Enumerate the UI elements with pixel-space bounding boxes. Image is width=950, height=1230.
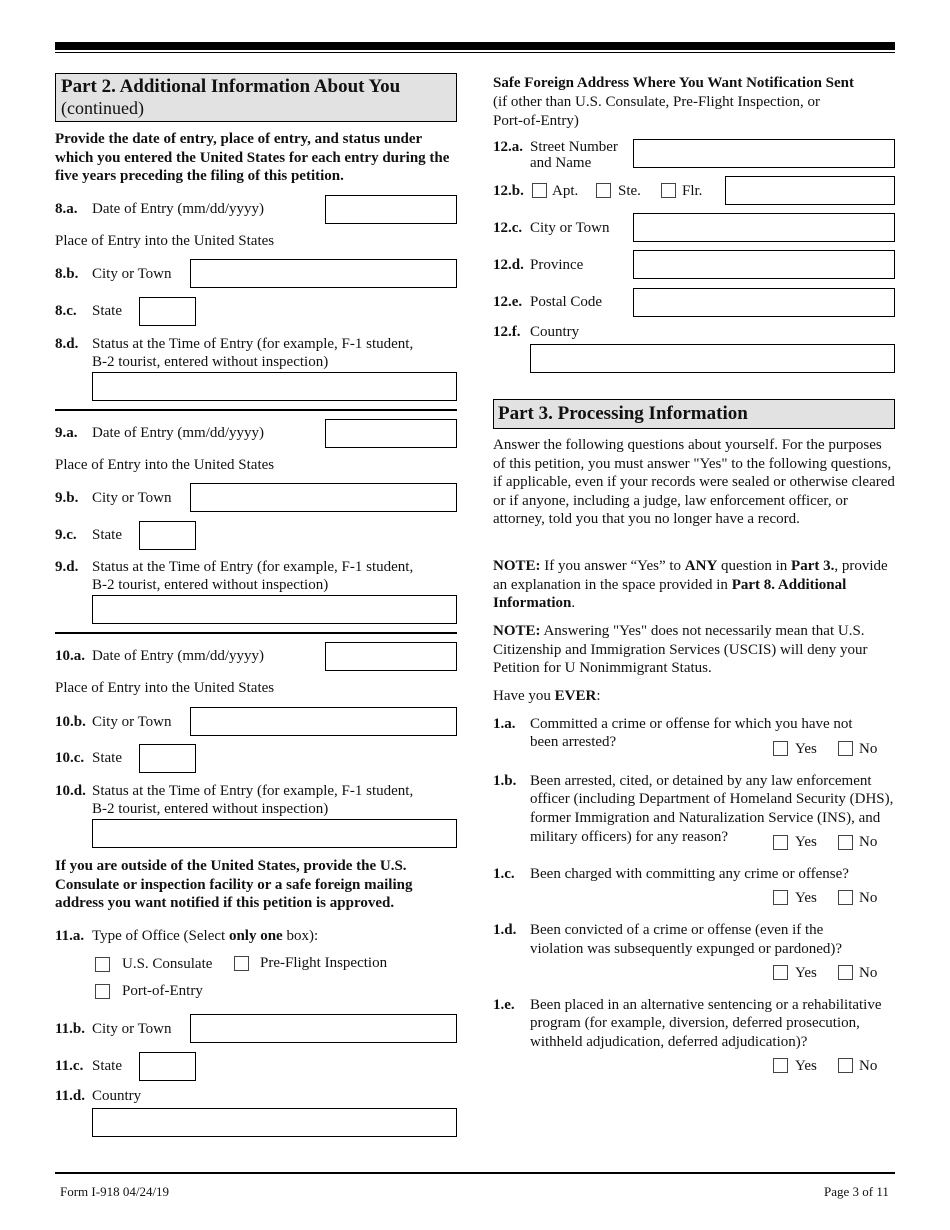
q10a-date-input[interactable] — [325, 642, 457, 671]
q9a-label: Date of Entry (mm/dd/yyyy) — [92, 425, 265, 441]
q10d-label-1: Status at the Time of Entry (for example, F-1 student, — [92, 783, 414, 799]
q8d-status-input[interactable] — [92, 372, 457, 401]
part2-title: Part 2. Additional Information About You — [61, 76, 401, 97]
safe-address-subtitle: (if other than U.S. Consulate, Pre-Flight Inspection, or Port-of-Entry) — [493, 94, 821, 129]
q8c-number: 8.c. — [55, 303, 77, 319]
q12e-label: Postal Code — [530, 294, 603, 310]
q10a-number: 10.a. — [55, 648, 85, 664]
part3-note-2: NOTE: Answering "Yes" does not necessarily mean that U.S. Citizenship and Immigration Services (USCIS) will deny your Petition for U Nonimmigrant Status. — [493, 623, 868, 676]
q11b-number: 11.b. — [55, 1021, 86, 1037]
q1b-line-3: former Immigration and Naturalization Service (INS), and — [530, 810, 881, 826]
preflight-label: Pre-Flight Inspection — [260, 955, 388, 971]
consulate-checkbox[interactable] — [95, 957, 110, 972]
q1e-line-2: program (for example, diversion, deferred prosecution, — [530, 1015, 860, 1031]
q8b-number: 8.b. — [55, 266, 79, 282]
q1e-no-label: No — [859, 1058, 878, 1074]
q9d-label-2: B-2 tourist, entered without inspection) — [92, 577, 329, 593]
footer-rule — [55, 1172, 895, 1174]
q11d-number: 11.d. — [55, 1088, 86, 1104]
q10c-state-input[interactable] — [139, 744, 196, 773]
q11a-number: 11.a. — [55, 928, 85, 944]
apt-checkbox[interactable] — [532, 183, 547, 198]
part3-intro: Answer the following questions about yourself. For the purposes of this petition, you must answer "Yes" to the following questions, if applicable, even if your records were sealed or otherwise cleared or if anyone, including a judge, law enforcement officer, or attorney, told you that you no longer have a record. — [493, 437, 895, 527]
q11b-label: City or Town — [92, 1021, 172, 1037]
q1c-yes-label: Yes — [795, 890, 817, 906]
part2-continued: (continued) — [61, 98, 144, 118]
q8-place-label: Place of Entry into the United States — [55, 233, 275, 249]
apt-label: Apt. — [552, 183, 579, 199]
ste-label: Ste. — [618, 183, 641, 199]
top-bar — [55, 42, 895, 50]
q1d-yes-checkbox[interactable] — [773, 965, 788, 980]
port-of-entry-label: Port-of-Entry — [122, 983, 203, 999]
q12f-label: Country — [530, 324, 580, 340]
divider-8-9 — [55, 409, 457, 411]
q9a-date-input[interactable] — [325, 419, 457, 448]
page-number: Page 3 of 11 — [824, 1184, 889, 1199]
q8d-number: 8.d. — [55, 336, 79, 352]
q1d-number: 1.d. — [493, 922, 517, 938]
q9c-label: State — [92, 527, 122, 543]
q1d-no-label: No — [859, 965, 878, 981]
q1a-yes-label: Yes — [795, 741, 817, 757]
q9c-state-input[interactable] — [139, 521, 196, 550]
q11c-number: 11.c. — [55, 1058, 84, 1074]
q10d-label-2: B-2 tourist, entered without inspection) — [92, 801, 329, 817]
q9b-number: 9.b. — [55, 490, 79, 506]
top-line — [55, 52, 895, 53]
q1b-yes-label: Yes — [795, 834, 817, 850]
q8d-label-1: Status at the Time of Entry (for example, F-1 student, — [92, 336, 414, 352]
part3-header — [493, 399, 895, 429]
q9d-number: 9.d. — [55, 559, 79, 575]
part2-header — [55, 73, 457, 122]
q11c-label: State — [92, 1058, 122, 1074]
q8d-label-2: B-2 tourist, entered without inspection) — [92, 354, 329, 370]
q12d-label: Province — [530, 257, 584, 273]
q12e-number: 12.e. — [493, 294, 523, 310]
q1b-line-2: officer (including Department of Homeland Security (DHS), — [530, 791, 894, 807]
q8a-label: Date of Entry (mm/dd/yyyy) — [92, 201, 265, 217]
q8b-city-input[interactable] — [190, 259, 457, 288]
q10d-number: 10.d. — [55, 783, 86, 799]
q9c-number: 9.c. — [55, 527, 77, 543]
q11d-label: Country — [92, 1088, 142, 1104]
q9d-status-input[interactable] — [92, 595, 457, 624]
q12d-number: 12.d. — [493, 257, 524, 273]
q12b-unit-input[interactable] — [725, 176, 895, 205]
q12a-label-1: Street Number — [530, 139, 618, 155]
ste-checkbox[interactable] — [596, 183, 611, 198]
q1c-no-label: No — [859, 890, 878, 906]
q10c-label: State — [92, 750, 122, 766]
q10b-label: City or Town — [92, 714, 172, 730]
q12f-country-input[interactable] — [530, 344, 895, 373]
q1d-line-1: Been convicted of a crime or offense (even if the — [530, 922, 824, 938]
q1e-number: 1.e. — [493, 997, 515, 1013]
q1a-no-checkbox[interactable] — [838, 741, 853, 756]
q1c-yes-checkbox[interactable] — [773, 890, 788, 905]
q9a-number: 9.a. — [55, 425, 78, 441]
q1c-number: 1.c. — [493, 866, 515, 882]
flr-checkbox[interactable] — [661, 183, 676, 198]
part3-note-1: NOTE: If you answer “Yes” to ANY question in Part 3., provide an explanation in the space provided in Part 8. Additional Information. — [493, 558, 888, 611]
form-id: Form I-918 04/24/19 — [60, 1184, 170, 1199]
q8a-date-input[interactable] — [325, 195, 457, 224]
q12a-label-2: and Name — [530, 155, 592, 171]
q1b-line-1: Been arrested, cited, or detained by any law enforcement — [530, 773, 872, 789]
q1a-number: 1.a. — [493, 716, 516, 732]
q11b-city-input[interactable] — [190, 1014, 457, 1043]
q12c-number: 12.c. — [493, 220, 523, 236]
q9b-label: City or Town — [92, 490, 172, 506]
q1e-yes-label: Yes — [795, 1058, 817, 1074]
q1a-no-label: No — [859, 741, 878, 757]
q11a-label: Type of Office (Select only one box): — [92, 928, 319, 944]
q8a-number: 8.a. — [55, 201, 78, 217]
preflight-checkbox[interactable] — [234, 956, 249, 971]
q1d-line-2: violation was subsequently expunged or pardoned)? — [530, 941, 843, 957]
port-of-entry-checkbox[interactable] — [95, 984, 110, 999]
q12d-province-input[interactable] — [633, 250, 895, 279]
q1d-yes-label: Yes — [795, 965, 817, 981]
q9-place-label: Place of Entry into the United States — [55, 457, 275, 473]
outside-us-text: If you are outside of the United States, provide the U.S. Consulate or inspection facility or a safe foreign mailing address you want notified if this petition is approved. — [55, 858, 413, 911]
q10d-status-input[interactable] — [92, 819, 457, 848]
q1e-line-3: withheld adjudication, deferred adjudication)? — [530, 1034, 808, 1050]
q1d-no-checkbox[interactable] — [838, 965, 853, 980]
q10b-number: 10.b. — [55, 714, 86, 730]
q9d-label-1: Status at the Time of Entry (for example, F-1 student, — [92, 559, 414, 575]
consulate-label: U.S. Consulate — [122, 956, 213, 972]
q12b-number: 12.b. — [493, 183, 524, 199]
q8c-label: State — [92, 303, 122, 319]
q1a-yes-checkbox[interactable] — [773, 741, 788, 756]
q1e-yes-checkbox[interactable] — [773, 1058, 788, 1073]
part3-title: Part 3. Processing Information — [498, 403, 748, 424]
q8c-state-input[interactable] — [139, 297, 196, 326]
flr-label: Flr. — [682, 183, 703, 199]
q9b-city-input[interactable] — [190, 483, 457, 512]
q1b-yes-checkbox[interactable] — [773, 835, 788, 850]
q12e-postal-input[interactable] — [633, 288, 895, 317]
have-you-ever: Have you EVER: — [493, 688, 601, 704]
q10-place-label: Place of Entry into the United States — [55, 680, 275, 696]
q10b-city-input[interactable] — [190, 707, 457, 736]
q1a-line-1: Committed a crime or offense for which you have not — [530, 716, 853, 732]
divider-9-10 — [55, 632, 457, 634]
q11c-state-input[interactable] — [139, 1052, 196, 1081]
q1c-line-1: Been charged with committing any crime or offense? — [530, 866, 849, 882]
q8b-label: City or Town — [92, 266, 172, 282]
q10a-label: Date of Entry (mm/dd/yyyy) — [92, 648, 265, 664]
q12a-street-input[interactable] — [633, 139, 895, 168]
q11d-country-input[interactable] — [92, 1108, 457, 1137]
q1a-line-2: been arrested? — [530, 734, 617, 750]
q12a-number: 12.a. — [493, 139, 523, 155]
q1e-no-checkbox[interactable] — [838, 1058, 853, 1073]
q1b-line-4: military officers) for any reason? — [530, 829, 728, 845]
q10c-number: 10.c. — [55, 750, 85, 766]
q1b-no-label: No — [859, 834, 878, 850]
part2-intro: Provide the date of entry, place of entry, and status under which you entered the United States for each entry during the five years preceding the filing of this petition. — [55, 131, 450, 184]
safe-address-title: Safe Foreign Address Where You Want Notification Sent — [493, 75, 854, 91]
q1e-line-1: Been placed in an alternative sentencing or a rehabilitative — [530, 997, 882, 1013]
q1b-number: 1.b. — [493, 773, 517, 789]
q1b-no-checkbox[interactable] — [838, 835, 853, 850]
q12c-label: City or Town — [530, 220, 610, 236]
q1c-no-checkbox[interactable] — [838, 890, 853, 905]
q12f-number: 12.f. — [493, 324, 521, 340]
q12c-city-input[interactable] — [633, 213, 895, 242]
